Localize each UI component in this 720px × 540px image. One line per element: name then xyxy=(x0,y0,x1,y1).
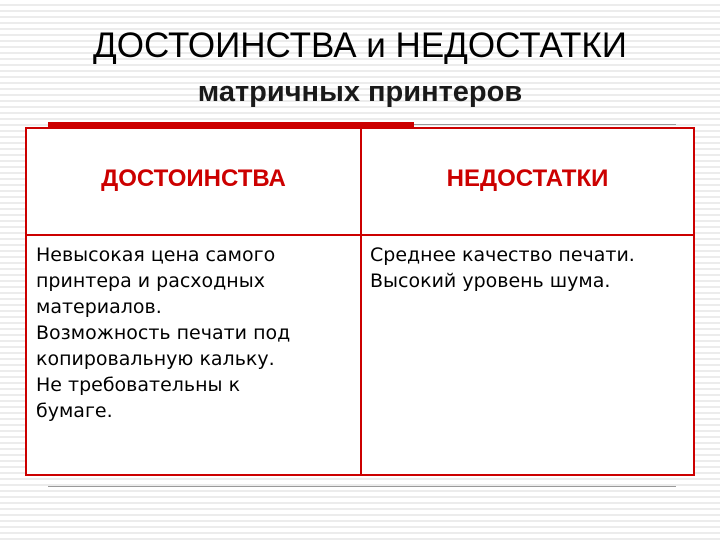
comparison-table xyxy=(25,127,695,476)
table-row xyxy=(26,235,694,475)
advantage-line: Возможность печати под xyxy=(36,322,291,344)
disadvantage-line: Высокий уровень шума. xyxy=(370,270,611,292)
header-advantages xyxy=(26,128,361,235)
advantage-line: бумаге. xyxy=(36,400,113,422)
header-disadvantages xyxy=(361,128,694,235)
bottom-rule xyxy=(48,486,676,487)
table-header-row xyxy=(26,128,694,235)
header-disadvantages-label: НЕДОСТАТКИ xyxy=(446,164,609,192)
advantage-line: Невысокая цена самого xyxy=(36,244,276,266)
advantage-line: копировальную кальку. xyxy=(36,348,275,370)
accent-rule xyxy=(414,124,676,125)
disadvantages-cell xyxy=(361,235,694,475)
slide-title: ДОСТОИНСТВА и НЕДОСТАТКИ xyxy=(93,26,627,65)
advantage-line: Не требовательны к xyxy=(36,374,241,396)
header-advantages-label: ДОСТОИНСТВА xyxy=(101,164,286,192)
slide-subtitle: матричных принтеров xyxy=(197,76,523,108)
advantage-line: принтера и расходных xyxy=(36,270,265,292)
advantage-line: материалов. xyxy=(36,296,162,318)
advantages-cell xyxy=(26,235,361,475)
disadvantage-line: Среднее качество печати. xyxy=(370,244,635,266)
